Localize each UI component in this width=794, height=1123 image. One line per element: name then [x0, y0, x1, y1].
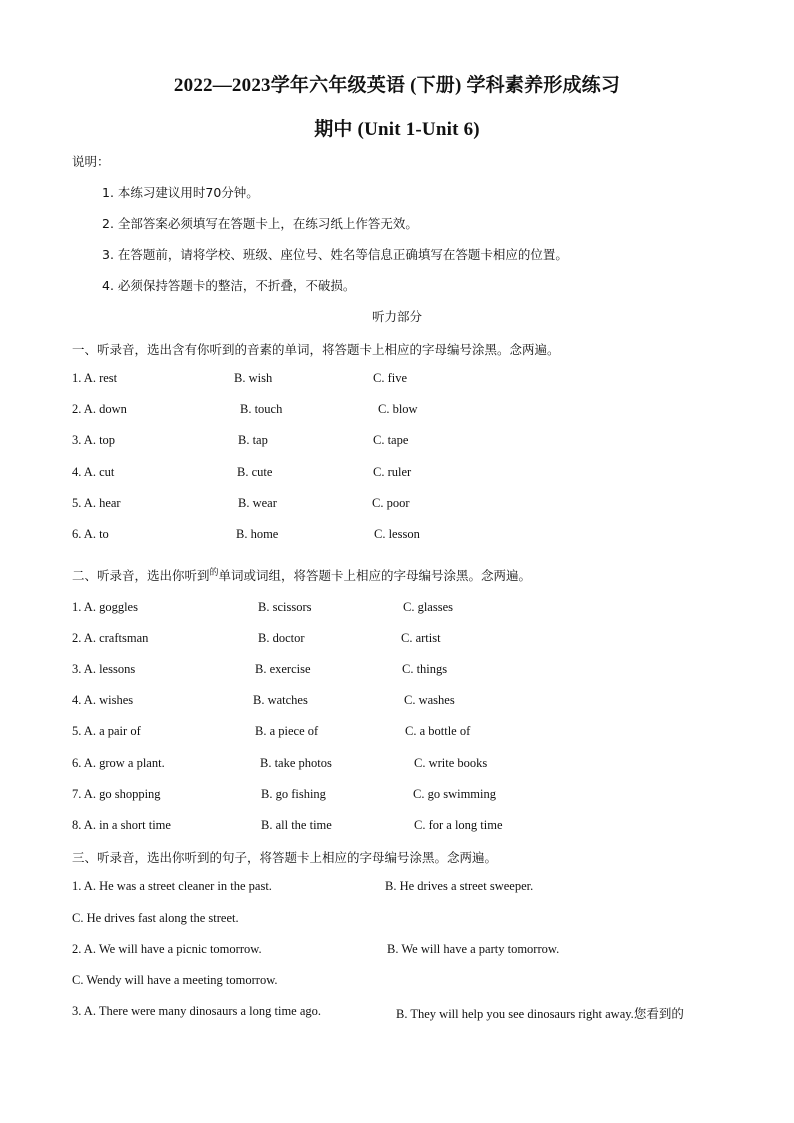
instructions-label: 说明：: [72, 154, 110, 169]
option-a: 1. A. goggles: [72, 600, 138, 614]
page-title: 2022—2023学年六年级英语 (下册) 学科素养形成练习: [173, 75, 621, 96]
option-b: B. wear: [238, 495, 277, 510]
option-b: B. tap: [238, 433, 268, 448]
instruction-item: 2. 全部答案必须填写在答题卡上，在练习纸上作答无效。: [102, 216, 418, 231]
option-b: B. home: [236, 527, 279, 541]
part3-q2-option-c: C. Wendy will have a meeting tomorrow.: [72, 973, 278, 987]
option-c: C. a bottle of: [405, 724, 471, 739]
part2-heading-sup: 的: [209, 568, 219, 578]
part3-q1-option-c: C. He drives fast along the street.: [72, 911, 239, 925]
option-b: B. take photos: [260, 755, 332, 770]
option-b: B. wish: [234, 371, 273, 385]
part1-heading: 一、听录音，选出含有你听到的音素的单词，将答题卡上相应的字母编号涂黑。念两遍。: [72, 342, 560, 357]
option-a: 6. A. to: [72, 527, 109, 541]
part2-heading: [72, 566, 531, 584]
option-a: 2. A. down: [72, 402, 127, 417]
part3-q2-option-b: B. We will have a party tomorrow.: [387, 942, 560, 956]
part2-heading-text: 二、听录音，选出你听到: [72, 568, 210, 583]
option-a: 6. A. grow a plant.: [72, 755, 165, 770]
option-c: C. washes: [404, 693, 455, 708]
option-c: C. for a long time: [414, 817, 503, 832]
part3-q3-option-b: [396, 1004, 684, 1022]
option-c: C. artist: [401, 631, 441, 646]
part2-heading-text: 单词或词组，将答题卡上相应的字母编号涂黑。念两遍。: [218, 568, 532, 583]
part3-q2-option-a: 2. A. We will have a picnic tomorrow.: [72, 942, 262, 956]
option-c: C. tape: [373, 433, 409, 448]
option-a: 4. A. cut: [72, 464, 115, 479]
option-c: C. blow: [378, 402, 418, 417]
option-c: C. glasses: [403, 600, 453, 614]
option-b: B. watches: [253, 693, 308, 708]
option-c: C. go swimming: [413, 786, 496, 801]
option-c: C. ruler: [373, 464, 412, 479]
option-c: C. things: [402, 662, 448, 677]
section-label: 听力部分: [371, 309, 422, 324]
instruction-item: 1. 本练习建议用时70分钟。: [102, 185, 259, 200]
part3-q1-option-a: 1. A. He was a street cleaner in the past.: [72, 879, 272, 893]
option-a: 3. A. lessons: [72, 662, 136, 677]
option-b: B. exercise: [255, 662, 311, 677]
instruction-item: 4. 必须保持答题卡的整洁，不折叠，不破损。: [102, 278, 356, 293]
option-c: C. write books: [414, 755, 488, 770]
part3-q3-option-b-text: B. They will help you see dinosaurs right away.: [396, 1007, 634, 1021]
option-a: 2. A. craftsman: [72, 631, 149, 646]
option-b: B. cute: [237, 464, 273, 479]
option-a: 7. A. go shopping: [72, 786, 161, 801]
instruction-item: 3. 在答题前，请将学校、班级、座位号、姓名等信息正确填写在答题卡相应的位置。: [102, 247, 568, 262]
option-a: 3. A. top: [72, 433, 116, 448]
option-c: C. lesson: [374, 527, 420, 541]
option-b: B. doctor: [258, 631, 305, 646]
option-b: B. scissors: [258, 600, 312, 614]
part3-q3-tail: 您看到的: [633, 1006, 684, 1021]
option-b: B. a piece of: [255, 724, 319, 739]
option-a: 8. A. in a short time: [72, 817, 171, 832]
option-b: B. go fishing: [261, 786, 326, 801]
part3-q3-option-a: 3. A. There were many dinosaurs a long time ago.: [72, 1004, 322, 1018]
option-b: B. touch: [240, 402, 283, 417]
part3-q1-option-b: B. He drives a street sweeper.: [385, 879, 534, 893]
option-a: 1. A. rest: [72, 371, 118, 385]
page-subtitle: 期中 (Unit 1-Unit 6): [314, 119, 480, 140]
option-c: C. five: [373, 371, 408, 385]
option-b: B. all the time: [261, 817, 332, 832]
part3-heading: 三、听录音，选出你听到的句子，将答题卡上相应的字母编号涂黑。念两遍。: [72, 850, 498, 865]
option-a: 4. A. wishes: [72, 693, 134, 708]
option-a: 5. A. hear: [72, 495, 121, 510]
option-c: C. poor: [372, 495, 410, 510]
option-a: 5. A. a pair of: [72, 724, 141, 739]
